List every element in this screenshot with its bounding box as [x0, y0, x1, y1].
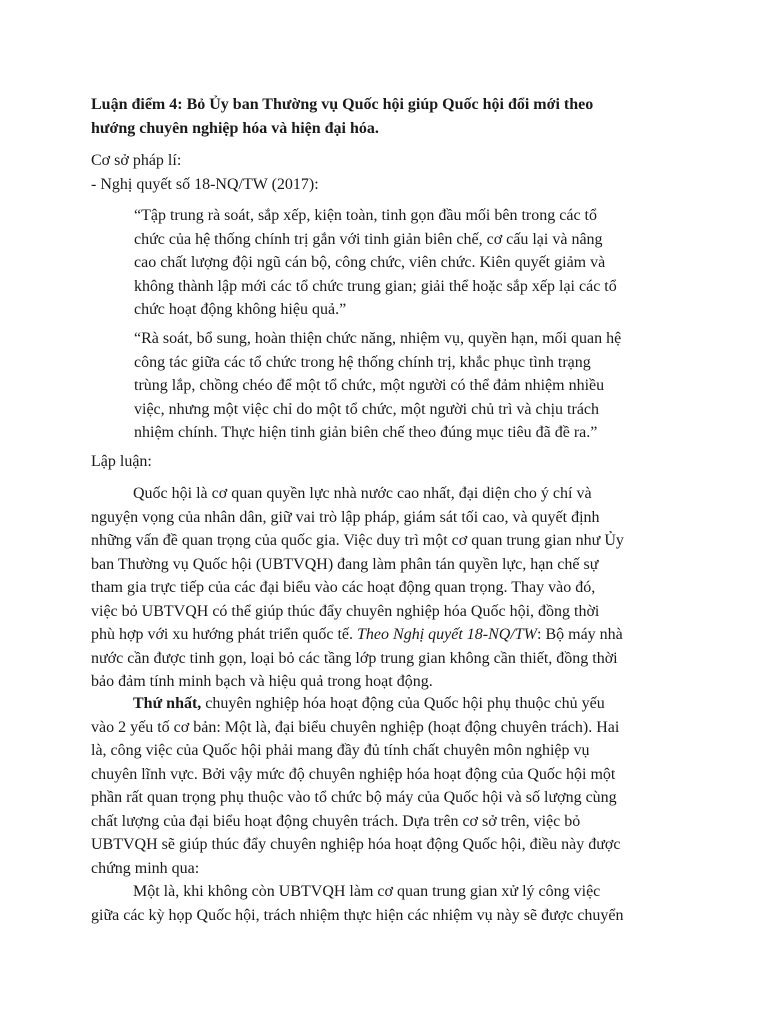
paragraph-line: Quốc hội là cơ quan quyền lực nhà nước cao nhất, đại diện cho ý chí và: [133, 485, 592, 502]
paragraph-line: [91, 623, 689, 647]
text-run: phù hợp với xu hướng phát triển quốc tế.: [91, 626, 358, 643]
argument-paragraph-3: [91, 880, 689, 927]
argument-label-text: Lập luận:: [91, 453, 152, 470]
paragraph-line: việc bỏ UBTVQH có thể giúp thúc đẩy chuyên nghiệp hóa Quốc hội, đồng thời: [91, 602, 600, 620]
heading-line: Luận điểm 4: Bỏ Ủy ban Thường vụ Quốc hội giúp Quốc hội đổi mới theo: [91, 96, 594, 113]
quote-line: “Rà soát, bổ sung, hoàn thiện chức năng, nhiệm vụ, quyền hạn, mối quan hệ: [134, 330, 622, 347]
quote-line: không thành lập mới các tổ chức trung gian; giải thể hoặc sắp xếp lại các tổ: [134, 277, 617, 295]
paragraph-line: nước cần được tinh gọn, loại bỏ các tầng lớp trung gian không cần thiết, đồng thời: [91, 649, 618, 667]
quote-line: trùng lắp, chồng chéo để một tổ chức, một người có thể đảm nhiệm nhiều: [134, 377, 605, 394]
paragraph-line: chất lượng của đại biểu hoạt động chuyên trách. Dựa trên cơ sở trên, việc bỏ: [91, 812, 581, 830]
paragraph-line: bảo đảm tính minh bạch và hiệu quả trong hoạt động.: [91, 673, 433, 690]
resolution-reference: Theo Nghị quyết 18-NQ/TW: [357, 626, 538, 643]
section-heading: [91, 93, 689, 140]
quote-line: “Tập trung rà soát, sắp xếp, kiện toàn, tinh gọn đầu mối bên trong các tổ: [134, 207, 597, 224]
paragraph-line: UBTVQH sẽ giúp thúc đẩy chuyên nghiệp hóa hoạt động Quốc hội, điều này được: [91, 836, 621, 853]
paragraph-line: phần rất quan trọng phụ thuộc vào tổ chức bộ máy của Quốc hội và số lượng cùng: [91, 789, 617, 806]
quote-line: nhiệm chính. Thực hiện tinh giản biên chế theo đúng mục tiêu đã đề ra.”: [134, 424, 598, 441]
heading-line: hướng chuyên nghiệp hóa và hiện đại hóa.: [91, 119, 379, 137]
resolution-citation: - Nghị quyết số 18-NQ/TW (2017):: [91, 175, 319, 193]
quote-paragraph-2: [134, 327, 690, 445]
quote-line: việc, nhưng một việc chỉ do một tổ chức, một người chủ trì và chịu trách: [134, 400, 600, 418]
quote-line: chức hoạt động không hiệu quả.”: [134, 301, 347, 318]
paragraph-line: chứng minh qua:: [91, 859, 200, 877]
paragraph-line: là, công việc của Quốc hội phải mang đầy đủ tính chất chuyên môn nghiệp vụ: [91, 742, 590, 759]
point-label: Thứ nhất,: [133, 695, 202, 712]
argument-paragraph-2: [91, 692, 689, 880]
argument-label: [91, 450, 689, 474]
paragraph-line: ban Thường vụ Quốc hội (UBTVQH) đang làm phân tán quyền lực, hạn chế sự: [91, 555, 599, 573]
quote-line: cao chất lượng đội ngũ cán bộ, công chức, viên chức. Kiên quyết giảm và: [134, 254, 606, 271]
paragraph-line: [91, 692, 689, 716]
paragraph-line: Một là, khi không còn UBTVQH làm cơ quan trung gian xử lý công việc: [133, 883, 601, 900]
paragraph-line: giữa các kỳ họp Quốc hội, trách nhiệm thực hiện các nhiệm vụ này sẽ được chuyển: [91, 906, 624, 924]
paragraph-line: vào 2 yếu tố cơ bản: Một là, đại biểu chuyên nghiệp (hoạt động chuyên trách). Hai: [91, 718, 620, 736]
quote-line: công tác giữa các tổ chức trong hệ thống chính trị, khắc phục tình trạng: [134, 353, 591, 371]
legal-basis-section: [91, 149, 689, 196]
paragraph-line: chuyên lĩnh vực. Bởi vậy mức độ chuyên nghiệp hóa hoạt động của Quốc hội một: [91, 765, 616, 783]
paragraph-line: những vấn đề quan trọng của quốc gia. Việc duy trì một cơ quan trung gian như Ủy: [91, 532, 624, 549]
argument-paragraph-1: [91, 482, 689, 694]
text-run: chuyên nghiệp hóa hoạt động của Quốc hội phụ thuộc chủ yếu: [201, 695, 605, 712]
quote-line: chức của hệ thống chính trị gắn với tinh giản biên chế, cơ cấu lại và nâng: [134, 230, 603, 248]
paragraph-line: nguyện vọng của nhân dân, giữ vai trò lập pháp, giám sát tối cao, và quyết định: [91, 508, 600, 526]
text-run: : Bộ máy nhà: [537, 626, 623, 643]
paragraph-line: tham gia trực tiếp của các đại biểu vào các hoạt động quan trọng. Thay vào đó,: [91, 579, 596, 596]
legal-basis-label: Cơ sở pháp lí:: [91, 152, 182, 169]
quote-paragraph-1: [134, 204, 690, 322]
